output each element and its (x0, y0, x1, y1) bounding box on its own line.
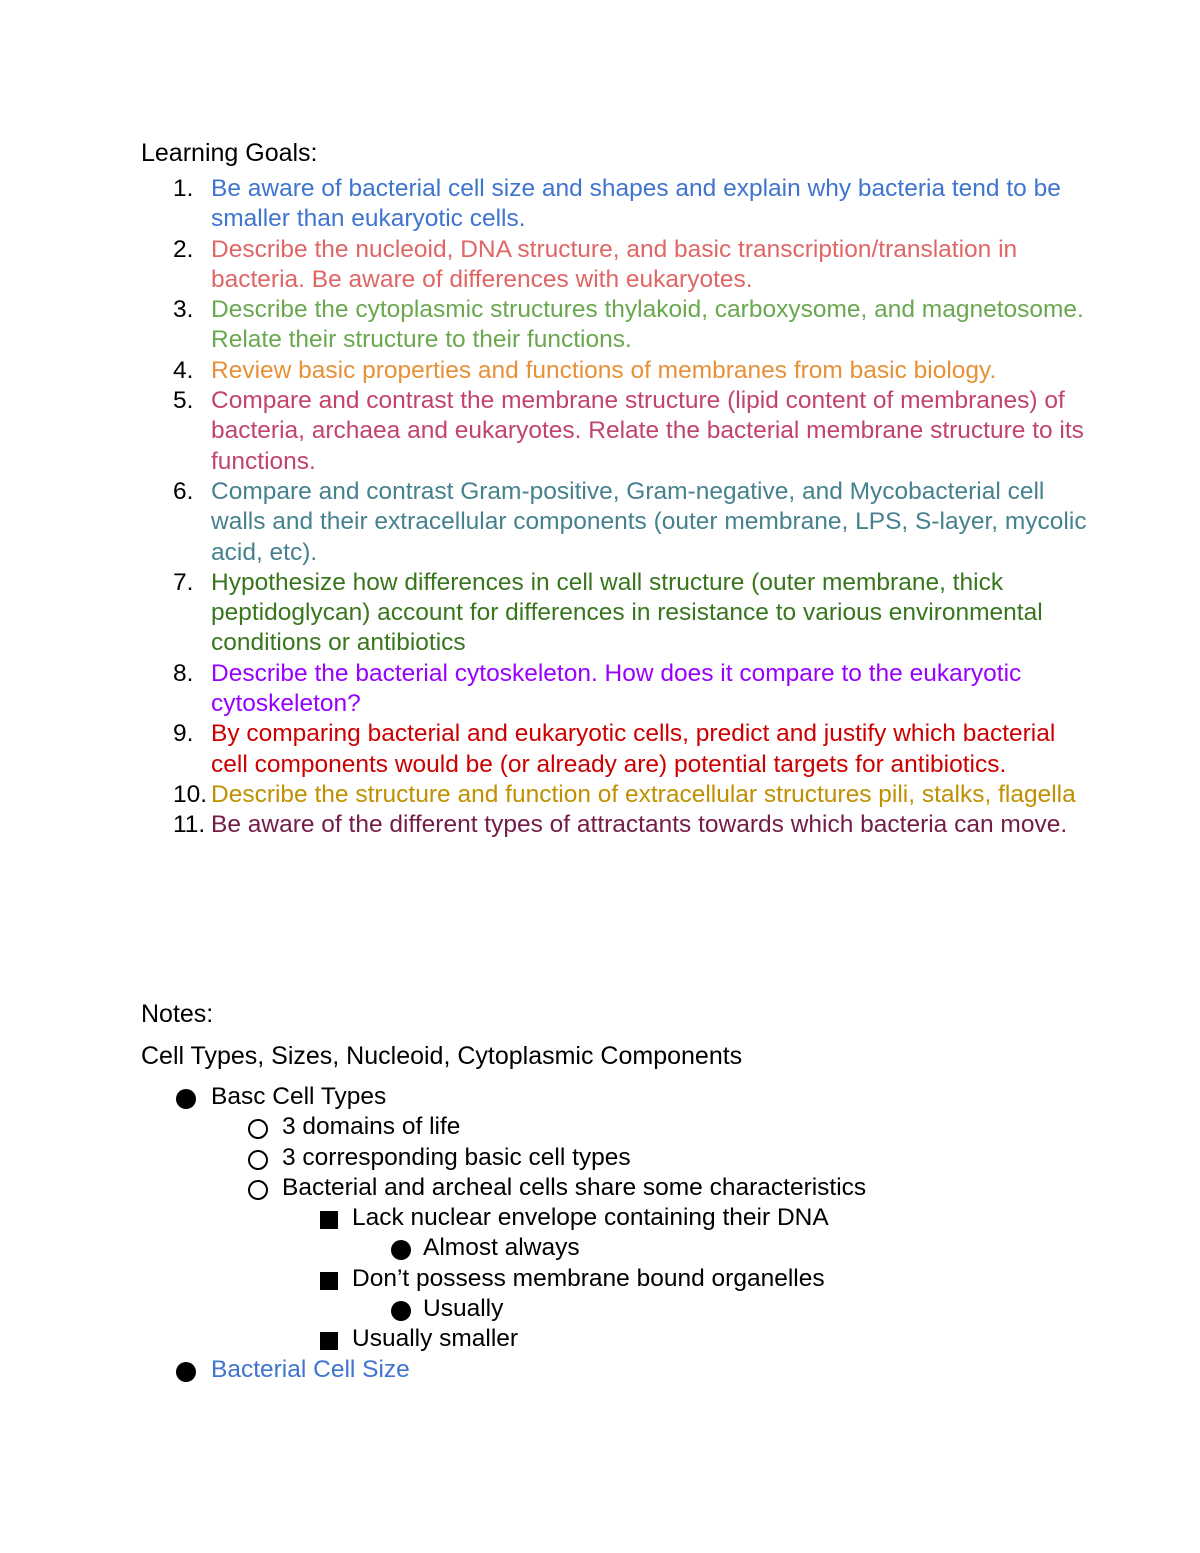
learning-goal-text: Compare and contrast the membrane structure (lipid content of membranes) of bacteria, archaea and eukaryotes. Relate the bacterial membrane structure to its functions. (211, 387, 1084, 475)
note-text: Almost always (423, 1234, 580, 1262)
note-text: Lack nuclear envelope containing their DNA (352, 1204, 829, 1232)
learning-goal-number: 1. (173, 175, 194, 202)
learning-goal-number: 3. (173, 296, 194, 324)
learning-goal-number: 7. (173, 568, 194, 596)
note-text: Basc Cell Types (211, 1083, 387, 1110)
learning-goal-number: 9. (173, 720, 194, 748)
circle-bullet-icon (248, 1119, 268, 1139)
note-item (0, 1082, 1200, 1112)
note-item (0, 1324, 1200, 1354)
note-item (0, 1203, 1200, 1233)
learning-goal-item (0, 386, 1200, 477)
note-item (0, 1264, 1200, 1294)
learning-goal-text: Describe the bacterial cytoskeleton. How does it compare to the eukaryotic cytoskeleton? (211, 659, 1022, 718)
learning-goal-text: Review basic properties and functions of membranes from basic biology. (211, 356, 997, 384)
learning-goal-text: Be aware of bacterial cell size and shapes and explain why bacteria tend to be smaller than eukaryotic cells. (211, 175, 1061, 233)
learning-goal-text: Describe the nucleoid, DNA structure, and basic transcription/translation in bacteria. Be aware of differences with eukaryotes. (211, 235, 1018, 293)
square-bullet-icon (320, 1272, 338, 1290)
learning-goal-text: Hypothesize how differences in cell wall structure (outer membrane, thick peptidoglycan) account for differences in resistance to various environmental conditions or antibiotics (211, 568, 1043, 657)
learning-goal-item (0, 174, 1200, 235)
note-item (0, 1233, 1200, 1263)
disc-bullet-icon (391, 1301, 411, 1321)
notes-heading: Notes: (141, 1000, 214, 1028)
learning-goal-number: 5. (173, 387, 194, 415)
note-item (0, 1143, 1200, 1173)
note-text: Usually smaller (352, 1325, 519, 1353)
circle-bullet-icon (248, 1180, 268, 1200)
learning-goal-text: Describe the cytoplasmic structures thylakoid, carboxysome, and magnetosome. Relate their structure to their functions. (211, 296, 1084, 354)
learning-goals-heading: Learning Goals: (141, 139, 318, 167)
learning-goal-text: Be aware of the different types of attractants towards which bacteria can move. (211, 811, 1068, 839)
learning-goal-item (0, 810, 1200, 840)
circle-bullet-icon (248, 1150, 268, 1170)
learning-goal-item (0, 659, 1200, 720)
learning-goal-number: 6. (173, 477, 194, 505)
learning-goal-number: 2. (173, 235, 194, 263)
learning-goal-text: Compare and contrast Gram-positive, Gram-negative, and Mycobacterial cell walls and their extracellular components (outer membrane, LPS, S-layer, mycolic acid, etc). (211, 477, 1087, 566)
note-item (0, 1294, 1200, 1324)
learning-goal-item (0, 568, 1200, 659)
learning-goal-item (0, 235, 1200, 296)
disc-bullet-icon (176, 1362, 196, 1382)
note-text: Don’t possess membrane bound organelles (352, 1264, 825, 1292)
learning-goal-item (0, 780, 1200, 810)
learning-goal-number: 4. (173, 356, 194, 384)
learning-goals-list (0, 174, 1200, 841)
notes-list (0, 1082, 1200, 1385)
note-text: 3 domains of life (282, 1113, 461, 1141)
learning-goal-text: Describe the structure and function of extracellular structures pili, stalks, flagella (211, 780, 1076, 808)
note-item (0, 1355, 1200, 1385)
square-bullet-icon (320, 1211, 338, 1229)
learning-goal-text: By comparing bacterial and eukaryotic cells, predict and justify which bacterial cell components would be (or already are) potential targets for antibiotics. (211, 720, 1056, 778)
square-bullet-icon (320, 1332, 338, 1350)
note-text: Bacterial Cell Size (211, 1355, 410, 1383)
note-text: Bacterial and archeal cells share some characteristics (282, 1173, 867, 1201)
learning-goal-number: 11. (173, 811, 206, 839)
section-title: Cell Types, Sizes, Nucleoid, Cytoplasmic Components (141, 1042, 743, 1070)
learning-goal-number: 8. (173, 659, 194, 687)
learning-goal-item (0, 477, 1200, 568)
note-text: Usually (423, 1295, 504, 1323)
note-item (0, 1173, 1200, 1203)
learning-goal-item (0, 356, 1200, 386)
learning-goal-item (0, 719, 1200, 780)
note-text: 3 corresponding basic cell types (282, 1143, 631, 1171)
note-item (0, 1112, 1200, 1142)
disc-bullet-icon (391, 1240, 411, 1260)
disc-bullet-icon (176, 1089, 196, 1109)
learning-goal-number: 10. (173, 780, 208, 808)
learning-goal-item (0, 295, 1200, 356)
